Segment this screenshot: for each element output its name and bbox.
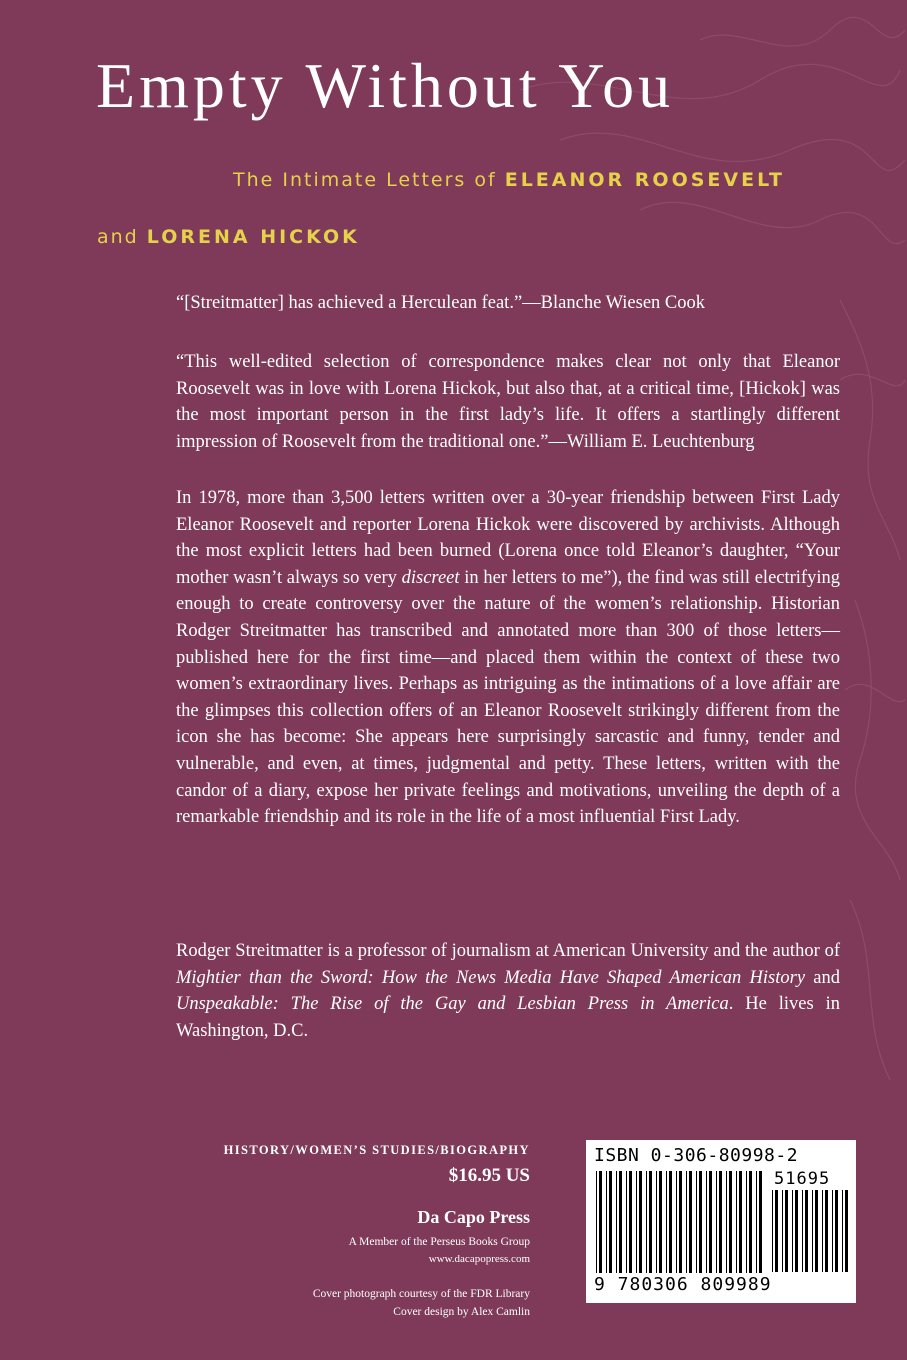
design-credit: Cover design by Alex Camlin bbox=[393, 1306, 530, 1318]
barcode-bar bbox=[775, 1190, 778, 1272]
barcode-bar bbox=[729, 1171, 732, 1273]
barcode-bar bbox=[842, 1190, 843, 1272]
price-addon-code: 51695 bbox=[774, 1169, 831, 1189]
barcode-bar bbox=[759, 1171, 762, 1273]
isbn-label: ISBN 0-306-80998-2 bbox=[594, 1145, 799, 1166]
barcode-bar bbox=[739, 1171, 742, 1273]
barcode-bar bbox=[719, 1171, 722, 1273]
bio-text-1: Rodger Streitmatter is a professor of journalism at American University and the author of bbox=[176, 941, 840, 961]
barcode-bar bbox=[669, 1171, 672, 1273]
barcode-bar bbox=[716, 1171, 717, 1273]
photo-credit: Cover photograph courtesy of the FDR Library bbox=[312, 1288, 530, 1300]
barcode-bar bbox=[785, 1190, 788, 1272]
barcode-bar bbox=[805, 1190, 808, 1272]
barcode-bar bbox=[619, 1171, 622, 1273]
barcode-bar bbox=[609, 1171, 612, 1273]
description-emphasis: discreet bbox=[401, 567, 460, 588]
barcode-bar bbox=[646, 1171, 647, 1273]
subtitle-name-lorena: LORENA HICKOK bbox=[146, 226, 360, 248]
category-label: HISTORY/WOMEN’S STUDIES/BIOGRAPHY bbox=[223, 1143, 530, 1157]
barcode-bar bbox=[746, 1171, 747, 1273]
ean-barcode-bars bbox=[596, 1171, 766, 1273]
barcode-bar bbox=[815, 1190, 818, 1272]
barcode-bar bbox=[636, 1171, 637, 1273]
bio-text-3: . He lives in Washington, D.C. bbox=[176, 994, 840, 1041]
barcode-bar bbox=[649, 1171, 652, 1273]
barcode-bar bbox=[666, 1171, 667, 1273]
quote-leuchtenburg: “This well-edited selection of correspondence makes clear not only that Eleanor Roosevelt was in love with Lorena Hickok, but also that, at a critical time, [Hickok] was the most important person in the first lady’s life. It offers a startlingly different impression of Roosevelt from the traditional one.”—William E. Leuchtenburg bbox=[176, 352, 840, 452]
barcode-bar bbox=[699, 1171, 702, 1273]
publisher-website: www.dacapopress.com bbox=[428, 1253, 530, 1265]
subtitle-prefix: The Intimate Letters of bbox=[233, 169, 505, 191]
barcode-bar bbox=[845, 1190, 848, 1272]
barcode-bar bbox=[616, 1171, 617, 1273]
subtitle-line-1 bbox=[233, 171, 785, 190]
barcode-bar bbox=[782, 1190, 783, 1272]
barcode-bar bbox=[795, 1190, 798, 1272]
barcode-bar bbox=[822, 1190, 823, 1272]
barcode-bar bbox=[706, 1171, 707, 1273]
barcode-bar bbox=[596, 1171, 597, 1273]
quote-cook: “[Streitmatter] has achieved a Herculean feat.”—Blanche Wiesen Cook bbox=[176, 293, 706, 313]
barcode-bar bbox=[756, 1171, 757, 1273]
barcode-bar bbox=[832, 1190, 833, 1272]
description-text-2: in her letters to me”), the find was still electrifying enough to create controversy over the nature of the women’s relationship. Historian Rodger Streitmatter has transcribed and annotated more than 300 of those letters—published here for the first time—and placed them within the context of these two women’s extraordinary lives. Perhaps as intriguing as the intimations of a love affair are the glimpses this collection offers of an Eleanor Roosevelt strikingly different from the icon she has become: She appears here surprisingly sarcastic and funny, tender and vulnerable, and even, at times, judgmental and petty. These letters, written with the candor of a diary, expose her private feelings and motivations, unveiling the depth of a remarkable friendship and its role in the life of a most influential First Lady. bbox=[176, 567, 840, 828]
barcode-bar bbox=[656, 1171, 657, 1273]
barcode-bar bbox=[696, 1171, 697, 1273]
ean-number: 9 780306 809989 bbox=[594, 1274, 772, 1295]
book-title: Empty Without You bbox=[96, 50, 675, 121]
barcode-box bbox=[586, 1140, 856, 1303]
publisher-member-line: A Member of the Perseus Books Group bbox=[348, 1236, 530, 1248]
barcode-bar bbox=[726, 1171, 727, 1273]
barcode-bar bbox=[802, 1190, 803, 1272]
bio-book-title-2: Unspeakable: The Rise of the Gay and Lesbian Press in America bbox=[176, 994, 729, 1015]
bio-text-2: and bbox=[805, 967, 840, 988]
barcode-bar bbox=[835, 1190, 838, 1272]
price: $16.95 US bbox=[448, 1165, 530, 1186]
barcode-bar bbox=[709, 1171, 712, 1273]
bio-book-title-1: Mightier than the Sword: How the News Media Have Shaped American History bbox=[176, 967, 806, 988]
barcode-bar bbox=[629, 1171, 632, 1273]
barcode-bar bbox=[736, 1171, 737, 1273]
author-bio bbox=[176, 938, 840, 1044]
barcode-bar bbox=[812, 1190, 813, 1272]
barcode-bar bbox=[749, 1171, 752, 1273]
barcode-bar bbox=[599, 1171, 602, 1273]
barcode-bar bbox=[825, 1190, 828, 1272]
subtitle-line-2 bbox=[97, 228, 360, 247]
barcode-bar bbox=[689, 1171, 692, 1273]
subtitle-prefix-and: and bbox=[97, 226, 147, 248]
barcode-bar bbox=[659, 1171, 662, 1273]
barcode-bar bbox=[772, 1190, 773, 1272]
description-text-1: In 1978, more than 3,500 letters written over a 30-year friendship between First Lady Eleanor Roosevelt and reporter Lorena Hickok were discovered by archivists. Although the most explicit letters had been burned (Lorena once told Eleanor’s daughter, “Your mother wasn’t always so very bbox=[176, 488, 840, 588]
barcode-bar bbox=[676, 1171, 677, 1273]
barcode-bar bbox=[679, 1171, 682, 1273]
barcode-bar bbox=[606, 1171, 607, 1273]
subtitle-name-eleanor: ELEANOR ROOSEVELT bbox=[504, 169, 785, 191]
barcode-bar bbox=[639, 1171, 642, 1273]
price-addon-bars bbox=[772, 1190, 848, 1272]
barcode-bar bbox=[686, 1171, 687, 1273]
book-description bbox=[176, 485, 840, 831]
publisher-name: Da Capo Press bbox=[417, 1207, 530, 1227]
barcode-bar bbox=[626, 1171, 627, 1273]
barcode-bar bbox=[792, 1190, 793, 1272]
